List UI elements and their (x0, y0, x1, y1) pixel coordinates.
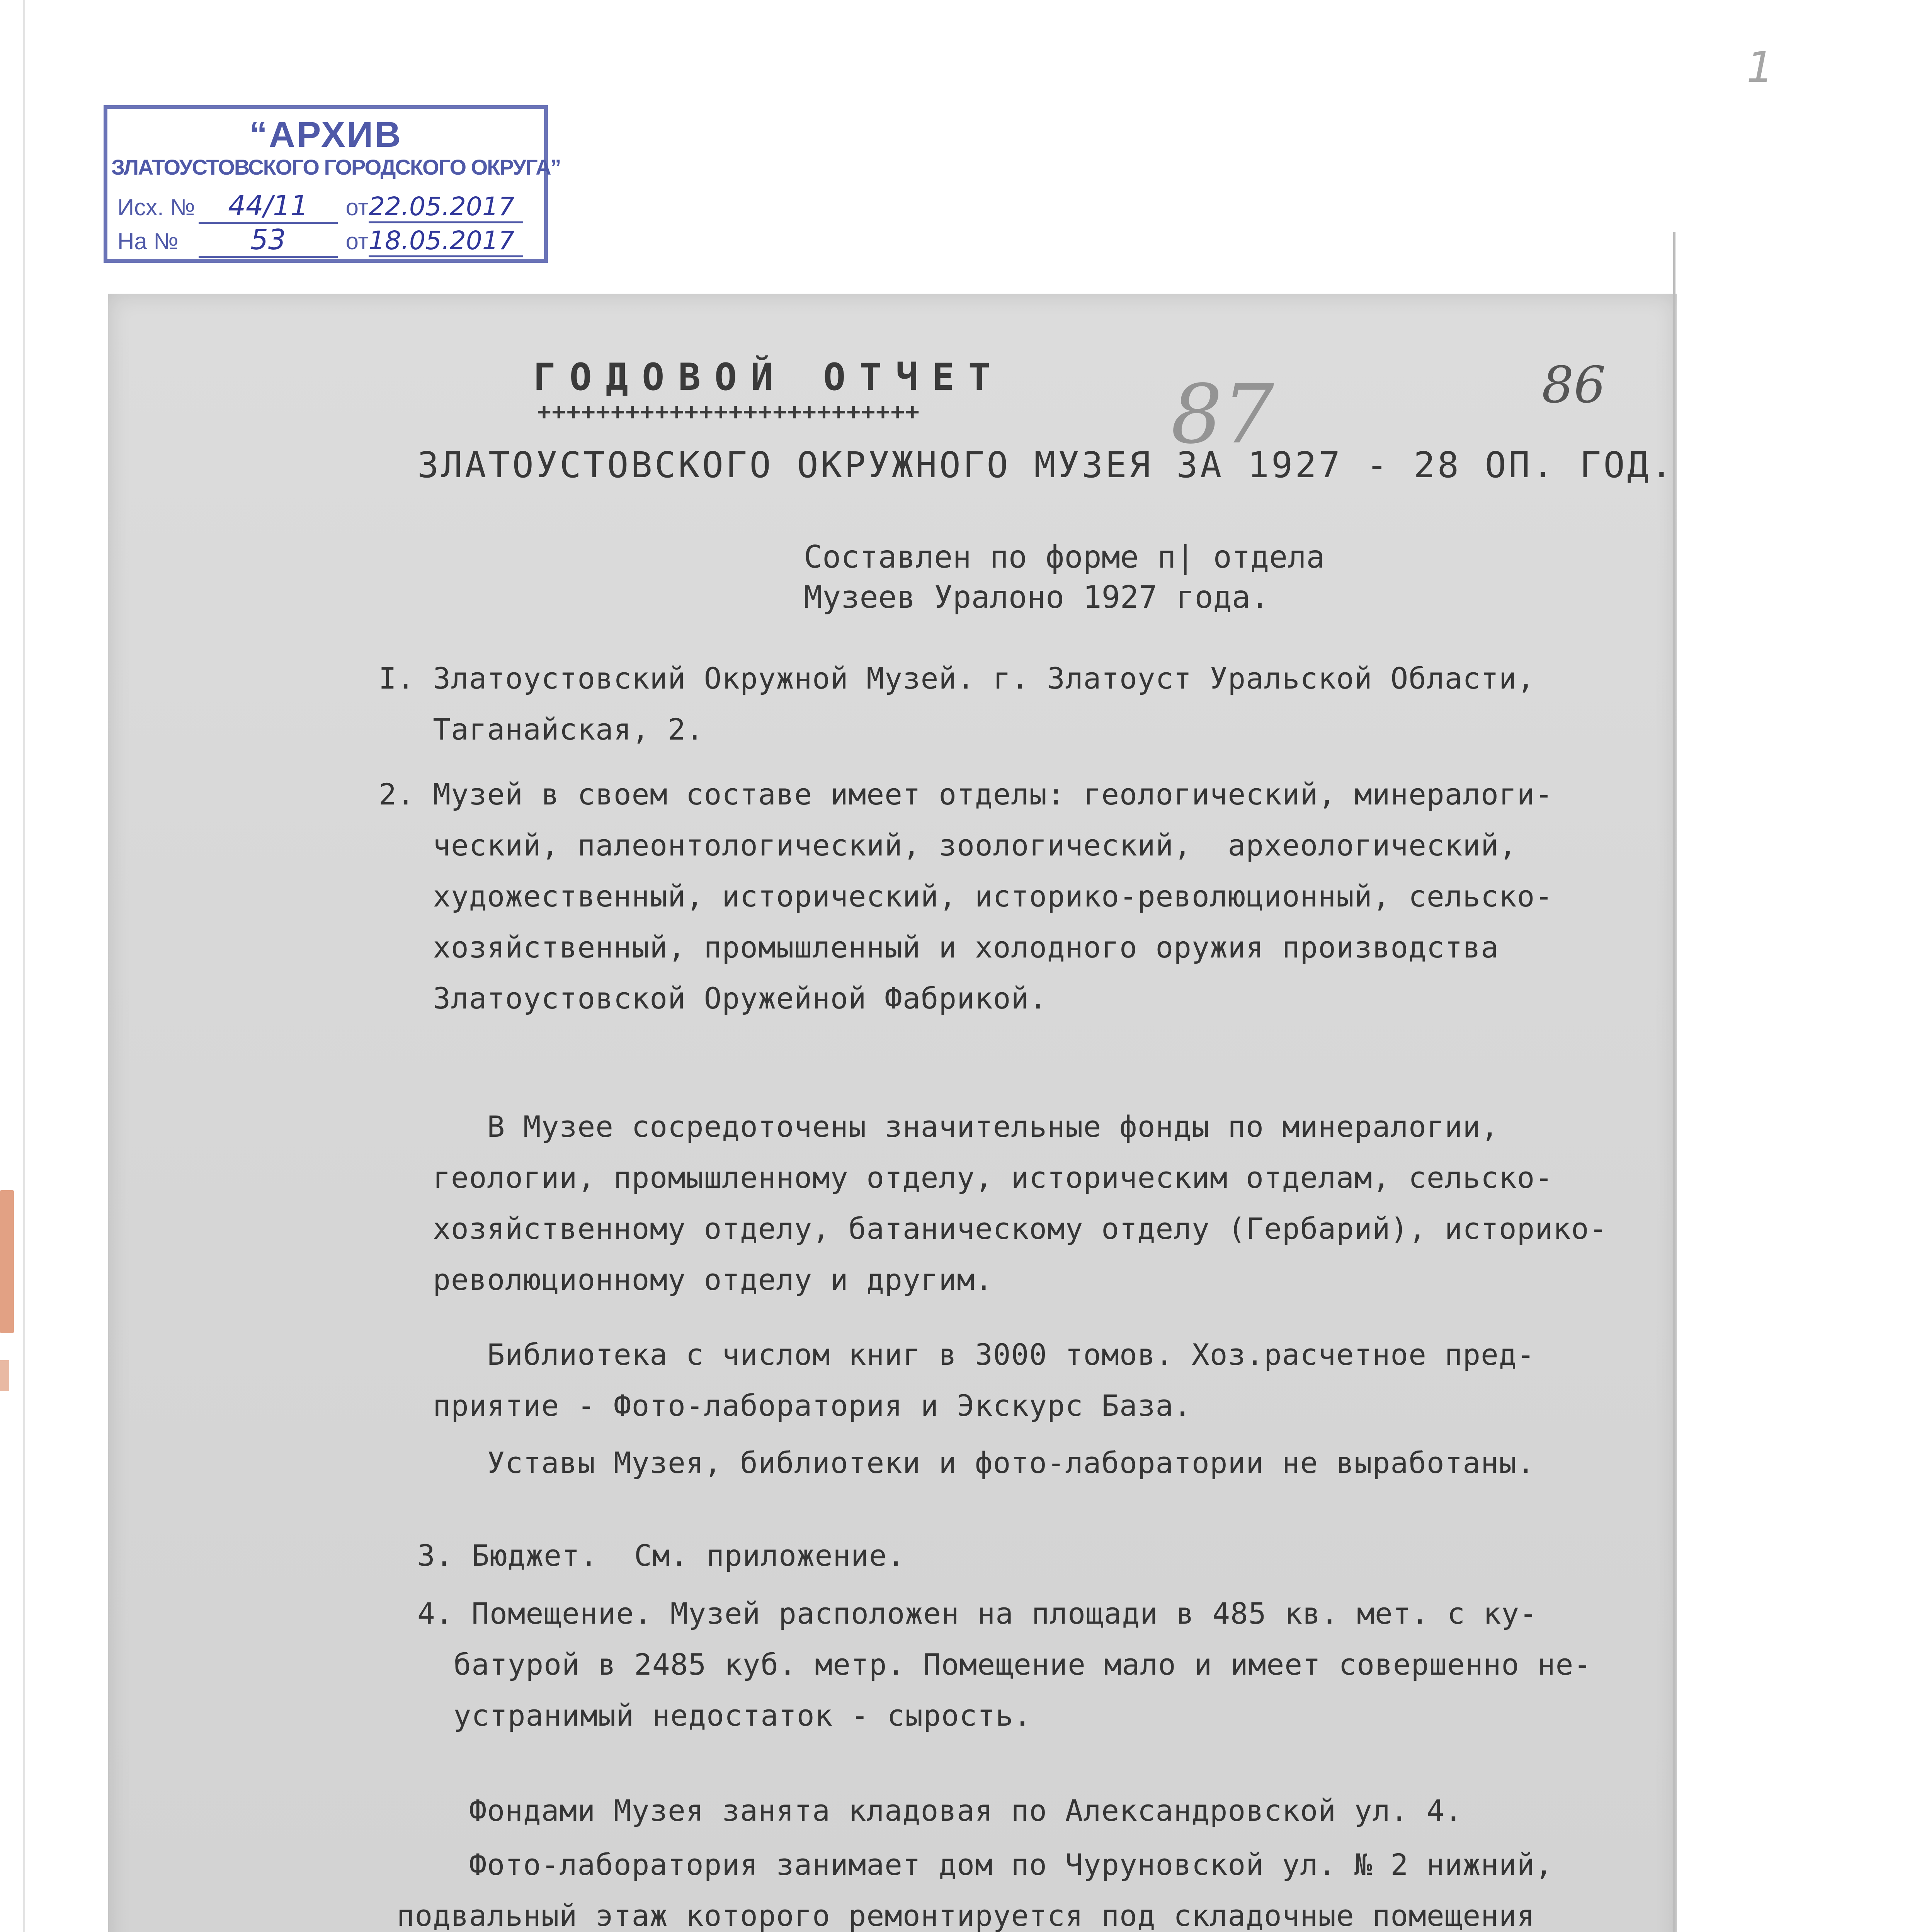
stamp-incoming-label: На № (117, 228, 179, 254)
section-4-premises: 4. Помещение. Музей расположен на площади в 485 кв. мет. с ку- батурой в 2485 куб. метр. Помещение мало и имеет совершенно не- устранимый недостаток - сырость. (417, 1596, 1592, 1733)
stamp-outgoing-label: Исх. № (117, 194, 195, 220)
section-2-departments: 2. Музей в своем составе имеет отделы: геологический, минералоги- ческий, палеонтологический, зоологический, археологический, художественный, исторический, историко-революционный, сельско- хозяйственный, промышленный и холодного оружия производства Златоустовской Оружейной Фабрикой. (379, 777, 1553, 1015)
crossed-sheet-number: 87 (1171, 367, 1274, 462)
stamp-incoming-number: 53 (199, 223, 338, 258)
paragraph-statutes: Уставы Музея, библиотеки и фото-лаборатории не выработаны. (379, 1446, 1535, 1480)
stamp-outgoing-date-label: от (345, 194, 369, 220)
archive-stamp (104, 105, 561, 263)
compiled-note: Составлен по форме п| отдела Музеев Уралоно 1927 года. (804, 539, 1325, 615)
paragraph-funds: В Музее сосредоточены значительные фонды по минералогии, геологии, промышленному отделу, историческим отделам, сельско- хозяйственному отделу, батаническому отделу (Гербарий), историко- революционному отделу и другим. (433, 1109, 1607, 1297)
stamp-subtitle: ЗЛАТОУСТОВСКОГО ГОРОДСКОГО ОКРУГА” (111, 155, 561, 179)
title-underline: ++++++++++++++++++++++++++ (537, 398, 920, 425)
document-title: ГОДОВОЙ ОТЧЕТ (533, 355, 1005, 399)
page-edge-line (23, 0, 25, 1932)
document-subtitle: ЗЛАТОУСТОВСКОГО ОКРУЖНОГО МУЗЕЯ ЗА 1927 - 28 ОП. ГОД. (417, 444, 1675, 486)
paragraph-storage: Фондами Музея занята кладовая по Александровской ул. 4. (379, 1793, 1463, 1828)
section-3-budget: 3. Бюджет. См. приложение. (417, 1538, 905, 1573)
stamp-outgoing-number: 44/11 (199, 189, 338, 224)
section-1-address: I. Златоустовский Окружной Музей. г. Златоуст Уральской Области, Таганайская, 2. (379, 661, 1535, 747)
binding-mark (0, 1190, 14, 1333)
stamp-outgoing-date: 22.05.2017 (369, 192, 523, 223)
binding-mark-secondary (0, 1360, 9, 1391)
paragraph-library: Библиотека с числом книг в 3000 томов. Хоз.расчетное пред- приятие - Фото-лаборатория и Экскурс База. (433, 1337, 1535, 1423)
page-number: 1 (1747, 43, 1774, 92)
archive-sheet-number: 86 (1542, 355, 1606, 414)
sheet-edge-line (1673, 232, 1675, 1932)
stamp-outgoing-row (117, 189, 523, 224)
stamp-incoming-date: 18.05.2017 (369, 226, 523, 257)
stamp-title: “АРХИВ (249, 114, 403, 155)
paragraph-photo-lab: Фото-лаборатория занимает дом по Чуруновской ул. № 2 нижний, подвальный этаж которого ремонтируется под складочные помещения (396, 1847, 1553, 1932)
stamp-incoming-date-label: от (345, 228, 369, 254)
stamp-incoming-row (117, 223, 523, 258)
